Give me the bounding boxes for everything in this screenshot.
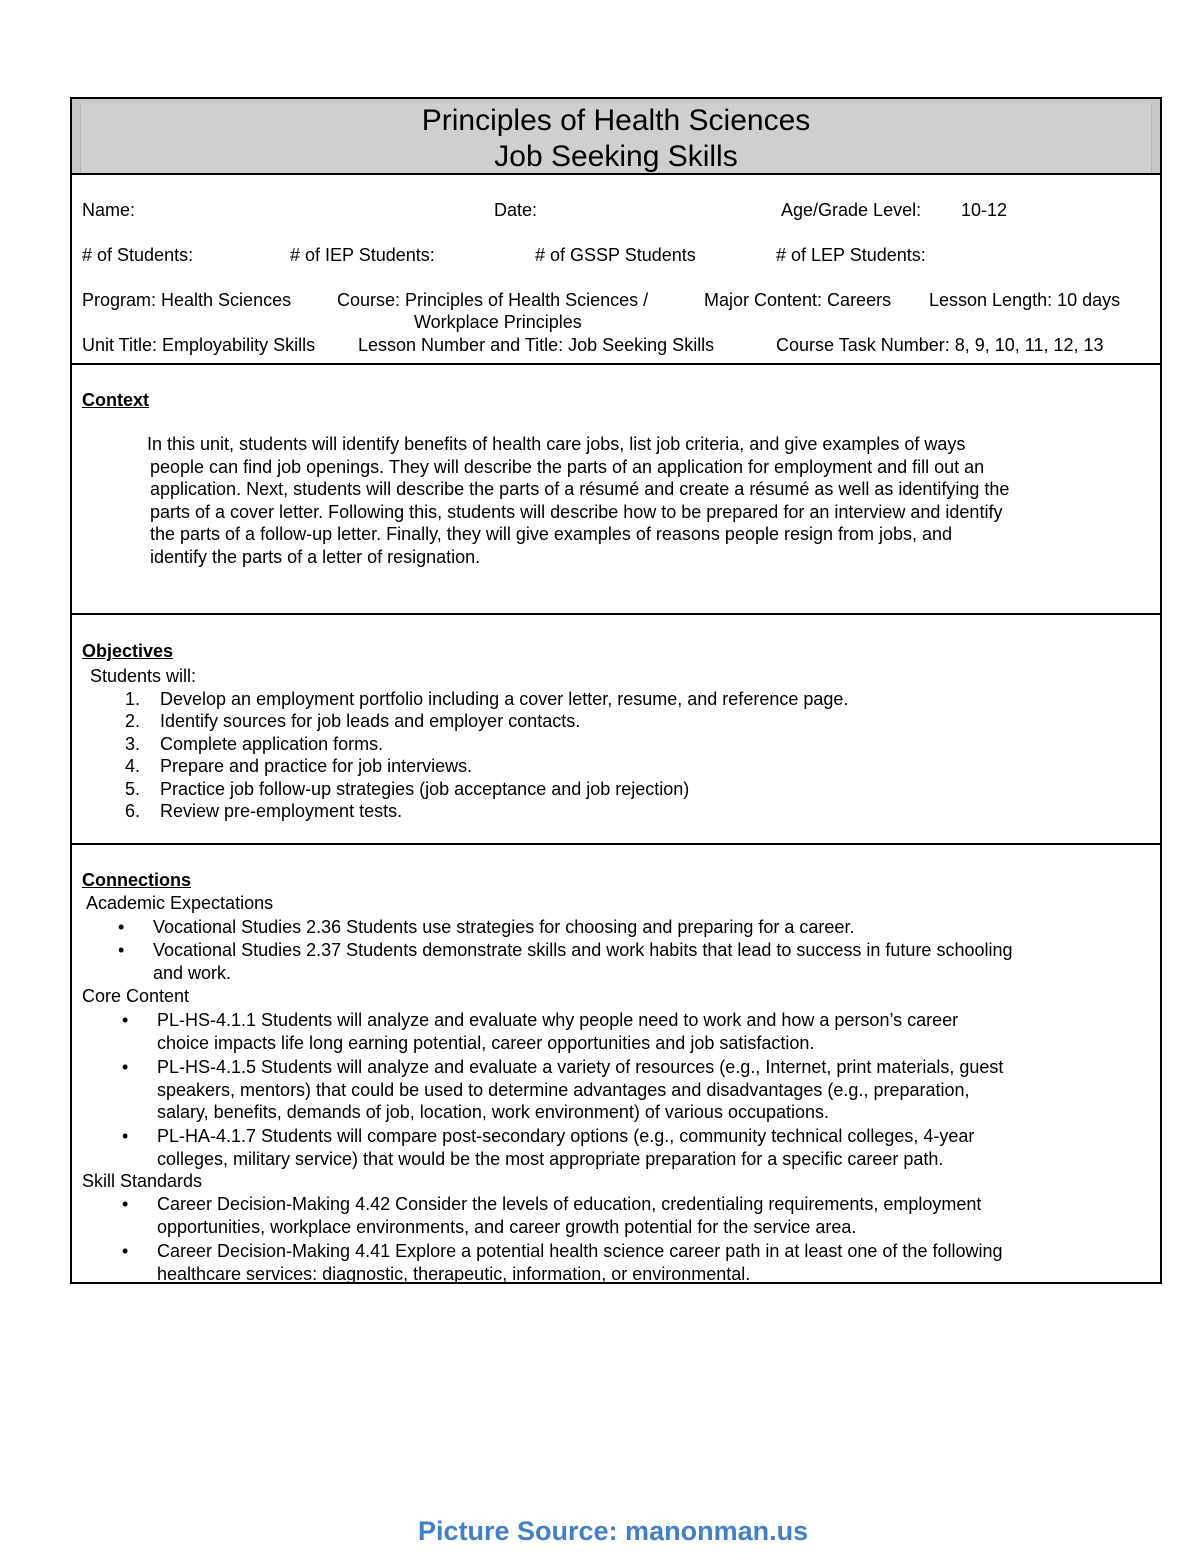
objective-number: 2. <box>125 711 141 731</box>
academic-expectations-label: Academic Expectations <box>86 893 274 913</box>
objective-number: 3. <box>125 734 141 754</box>
context-line: parts of a cover letter. Following this, students will describe how to be prepared for an interview and identify <box>150 501 1003 522</box>
section-divider <box>72 363 1160 365</box>
document-header <box>72 99 1160 175</box>
bullet-glyph: • <box>122 1194 129 1214</box>
context-line: application. Next, students will describe the parts of a résumé and create a résumé as well as identifying the <box>150 479 1010 499</box>
academic-item: Vocational Studies 2.36 Students use strategies for choosing and preparing for a career. <box>153 917 855 937</box>
core-content-item: PL-HS-4.1.1 Students will analyze and evaluate why people need to work and how a person’s career choice impacts life long earning potential, career opportunities and job satisfaction. <box>157 1010 959 1053</box>
document-title: Principles of Health Sciences <box>421 104 811 137</box>
skill-standard-item: Career Decision-Making 4.42 Consider the levels of education, credentialing requirements, employment opportunities, workplace environments, and career growth potential for the service area. <box>157 1194 982 1237</box>
document-subtitle: Job Seeking Skills <box>494 140 738 173</box>
objective-number: 5. <box>125 779 141 799</box>
section-divider <box>72 843 1160 845</box>
context-paragraph <box>147 433 1100 568</box>
lesson-number-title-field: Lesson Number and Title: Job Seeking Skills <box>358 335 715 355</box>
students-label: # of Students: <box>82 245 194 265</box>
skill-standard-item: Career Decision-Making 4.41 Explore a potential health science career path in at least one of the following healthcare services: diagnostic, therapeutic, information, or environmental. <box>157 1241 1003 1284</box>
gssp-students-label: # of GSSP Students <box>535 245 696 265</box>
course-field-line1: Course: Principles of Health Sciences / <box>337 290 649 310</box>
lesson-length-field: Lesson Length: 10 days <box>929 290 1121 310</box>
age-grade-value: 10-12 <box>961 200 1008 220</box>
bullet-glyph: • <box>118 917 125 937</box>
context-heading: Context <box>82 390 149 410</box>
core-content-item: PL-HA-4.1.7 Students will compare post-secondary options (e.g., community technical colleges, 4-year colleges, military service) that would be the most appropriate preparation for a specific career path. <box>157 1126 975 1169</box>
core-content-item: PL-HS-4.1.5 Students will analyze and evaluate a variety of resources (e.g., Internet, print materials, guest speakers, mentors) that could be used to determine advantages and disadvantages (e.g., preparation, salary, benefits, demands of job, location, work environment) of various occupations. <box>157 1057 1004 1122</box>
objective-number: 4. <box>125 756 141 776</box>
objectives-heading: Objectives <box>82 641 174 661</box>
objective-item: Review pre-employment tests. <box>160 801 403 821</box>
objective-item: Prepare and practice for job interviews. <box>160 756 473 776</box>
course-field-line2: Workplace Principles <box>414 312 582 332</box>
objective-item: Practice job follow-up strategies (job acceptance and job rejection) <box>160 779 690 799</box>
skill-standards-label: Skill Standards <box>82 1171 203 1191</box>
objective-number: 1. <box>125 689 141 709</box>
context-line: In this unit, students will identify benefits of health care jobs, list job criteria, and give examples of ways <box>147 434 966 454</box>
objectives-intro: Students will: <box>90 666 197 686</box>
objective-item: Complete application forms. <box>160 734 384 754</box>
iep-students-label: # of IEP Students: <box>290 245 435 265</box>
objective-item: Develop an employment portfolio including a cover letter, resume, and reference page. <box>160 689 849 709</box>
connections-heading: Connections <box>82 870 192 890</box>
major-content-field: Major Content: Careers <box>704 290 892 310</box>
core-content-label: Core Content <box>82 986 190 1006</box>
bullet-glyph: • <box>122 1010 129 1030</box>
lep-students-label: # of LEP Students: <box>776 245 926 265</box>
context-line: identify the parts of a letter of resignation. <box>150 546 481 567</box>
context-line: people can find job openings. They will describe the parts of an application for employment and fill out an <box>150 456 985 477</box>
name-label: Name: <box>82 200 136 220</box>
bullet-glyph: • <box>122 1241 129 1261</box>
picture-source-caption: Picture Source: manonman.us <box>418 1516 809 1546</box>
unit-title-field: Unit Title: Employability Skills <box>82 335 316 355</box>
bullet-glyph: • <box>122 1057 129 1077</box>
objective-number: 6. <box>125 801 141 821</box>
age-grade-label: Age/Grade Level: <box>781 200 922 220</box>
lesson-plan-document <box>70 97 1162 1284</box>
bullet-glyph: • <box>122 1126 129 1146</box>
course-task-number-field: Course Task Number: 8, 9, 10, 11, 12, 13 <box>776 335 1104 355</box>
bullet-glyph: • <box>118 940 125 960</box>
academic-item: Vocational Studies 2.37 Students demonstrate skills and work habits that lead to success in future schooling and work. <box>153 940 1013 983</box>
date-label: Date: <box>494 200 538 220</box>
section-divider <box>72 613 1160 615</box>
objective-item: Identify sources for job leads and employer contacts. <box>160 711 581 731</box>
program-field: Program: Health Sciences <box>82 290 292 310</box>
context-line: the parts of a follow-up letter. Finally, they will give examples of reasons people resign from jobs, and <box>150 524 953 544</box>
